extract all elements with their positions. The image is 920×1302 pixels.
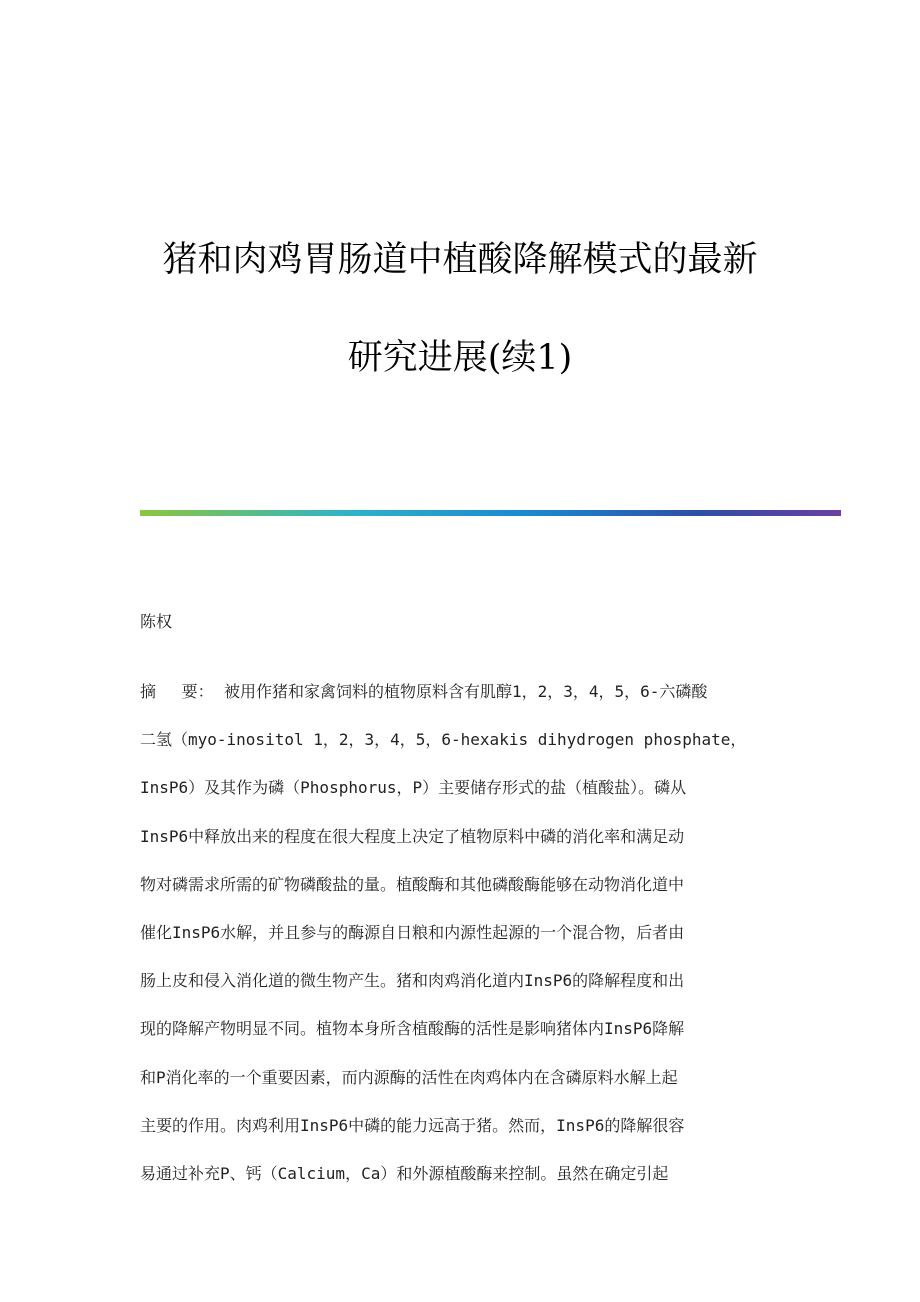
abstract-line [140, 677, 780, 725]
abstract-line: 易通过补充P、钙（Calcium，Ca）和外源植酸酶来控制。虽然在确定引起 [140, 1163, 669, 1183]
abstract-text: 被用作猪和家禽饲料的植物原料含有肌醇1，2，3，4，5，6-六磷酸 [224, 682, 708, 701]
gradient-divider [140, 510, 841, 516]
abstract-line: 现的降解产物明显不同。植物本身所含植酸酶的活性是影响猪体内InsP6降解 [140, 1019, 685, 1039]
abstract-line: 肠上皮和侵入消化道的微生物产生。猪和肉鸡消化道内InsP6的降解程度和出 [140, 971, 685, 991]
title-line-1: 猪和肉鸡胃肠道中植酸降解模式的最新 [162, 240, 758, 280]
abstract [140, 677, 780, 1207]
abstract-line: 主要的作用。肉鸡利用InsP6中磷的能力远高于猪。然而，InsP6的降解很容 [140, 1115, 685, 1135]
title-line-2: 研究进展(续1) [347, 338, 573, 378]
abstract-line: 物对磷需求所需的矿物磷酸盐的量。植酸酶和其他磷酸酶能够在动物消化道中 [140, 874, 685, 894]
abstract-line: InsP6）及其作为磷（Phosphorus，P）主要储存形式的盐（植酸盐）。磷从 [140, 778, 687, 798]
author-name: 陈权 [140, 612, 173, 631]
abstract-line: 二氢（myo-inositol 1，2，3，4，5，6-hexakis dihydrogen phosphate， [140, 730, 747, 750]
abstract-line: 催化InsP6水解，并且参与的酶源自日粮和内源性起源的一个混合物，后者由 [140, 922, 685, 942]
abstract-line: InsP6中释放出来的程度在很大程度上决定了植物原料中磷的消化率和满足动 [140, 826, 685, 846]
abstract-line: 和P消化率的一个重要因素，而内源酶的活性在肉鸡体内在含磷原料水解上起 [140, 1067, 678, 1087]
abstract-label: 摘 要： [140, 682, 214, 701]
